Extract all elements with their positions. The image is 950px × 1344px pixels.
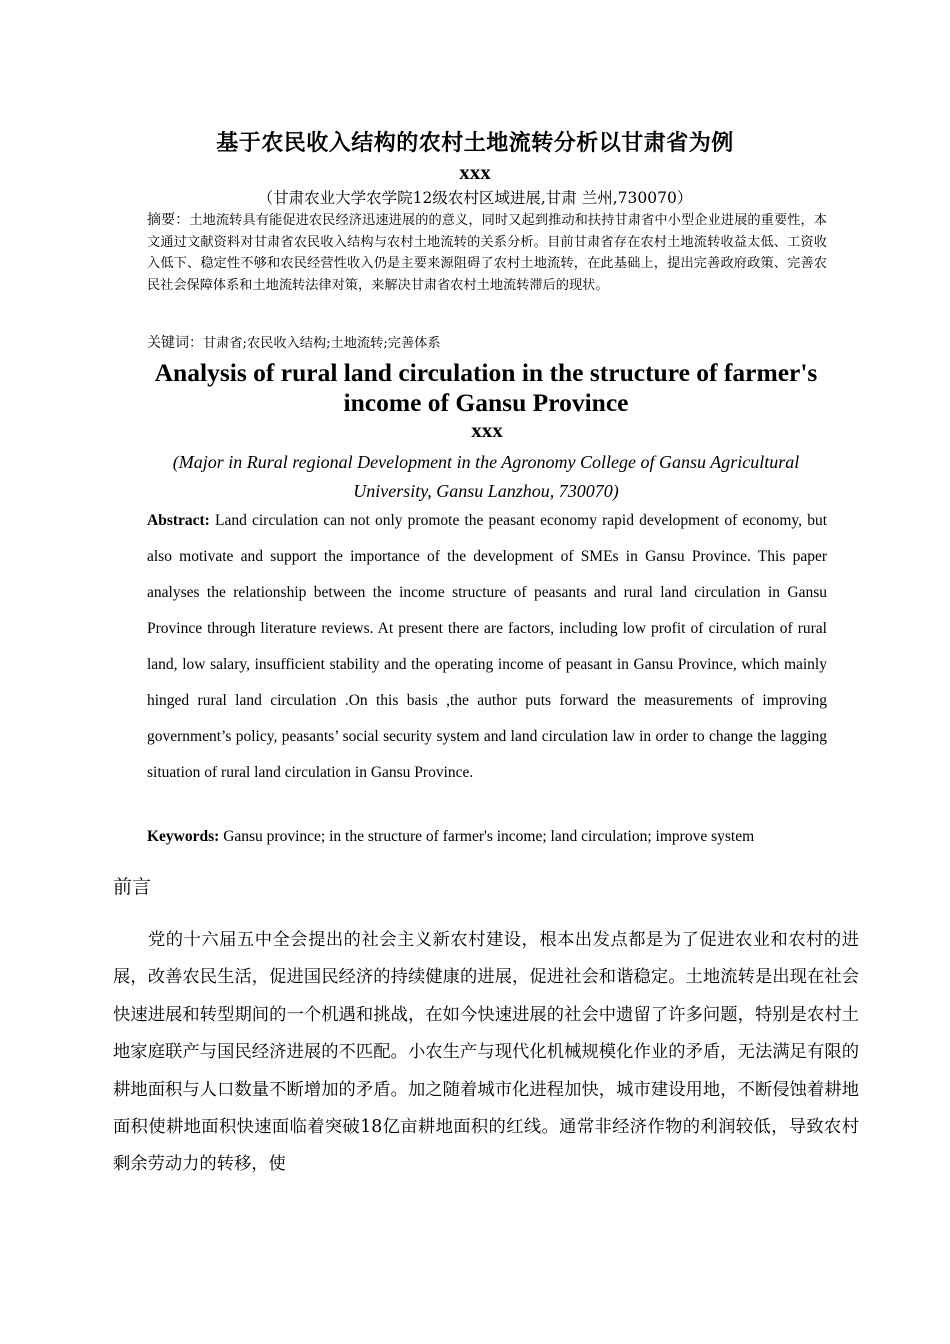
english-keywords <box>147 826 847 848</box>
english-keywords-text: Gansu province; in the structure of farmer's income; land circulation; improve system <box>223 828 755 845</box>
english-abstract <box>147 503 827 791</box>
english-abstract-label: Abstract: <box>147 512 210 529</box>
chinese-affiliation: （甘肃农业大学农学院12级农村区域进展,甘肃 兰州,730070） <box>257 189 693 207</box>
english-affiliation: (Major in Rural regional Development in the Agronomy College of Gansu Agricultural University, Gansu Lanzhou, 730070) <box>172 452 800 501</box>
english-title: Analysis of rural land circulation in the structure of farmer's income of Gansu Province <box>154 358 818 417</box>
english-author: xxx <box>471 418 503 442</box>
chinese-keywords-text: 甘肃省;农民收入结构;土地流转;完善体系 <box>203 336 441 351</box>
english-keywords-label: Keywords: <box>147 828 220 845</box>
chinese-keywords <box>147 333 827 354</box>
english-abstract-text: Land circulation can not only promote the peasant economy rapid development of economy, but also motivate and support the importance of the development of SMEs in Gansu Province. This paper analyses the relationship between the income structure of peasants and rural land circulation in Gansu Province through literature reviews. At present there are factors, including low profit of circulation of rural land, low salary, insufficient stability and the operating income of peasant in Gansu Province, which mainly hinged rural land circulation .On this basis ,the author puts forward the measurements of improving government’s policy, peasants’ social security system and land circulation law in order to change the lagging situation of rural land circulation in Gansu Province. <box>147 512 827 781</box>
chinese-author: xxx <box>459 160 491 184</box>
chinese-keywords-label: 关键词： <box>147 335 203 351</box>
chinese-title: 基于农民收入结构的农村土地流转分析以甘肃省为例 <box>216 131 734 156</box>
chinese-abstract-text: 土地流转具有能促进农民经济迅速进展的的意义，同时又起到推动和扶持甘肃省中小型企业进展的重要性，本文通过文献资料对甘肃省农民收入结构与农村土地流转的关系分析。目前甘肃省存在农村土地流转收益太低、工资收入低下、稳定性不够和农民经营性收入仍是主要来源阻碍了农村土地流转，在此基础上，提出完善政府政策、完善农民社会保障体系和土地流转法律对策，来解决甘肃省农村土地流转滞后的现状。 <box>147 213 828 293</box>
section-heading: 前言 <box>113 876 152 898</box>
body-paragraph: 党的十六届五中全会提出的社会主义新农村建设，根本出发点都是为了促进农业和农村的进展，改善农民生活，促进国民经济的持续健康的进展，促进社会和谐稳定。土地流转是出现在社会快速进展和转型期间的一个机遇和挑战，在如今快速进展的社会中遗留了许多问题，特别是农村土地家庭联产与国民经济进展的不匹配。小农生产与现代化机械规模化作业的矛盾，无法满足有限的耕地面积与人口数量不断增加的矛盾。加之随着城市化进程加快，城市建设用地，不断侵蚀着耕地面积使耕地面积快速面临着突破18亿亩耕地面积的红线。通常非经济作物的利润较低，导致农村剩余劳动力的转移，使 <box>113 930 859 1175</box>
chinese-abstract-label: 摘要： <box>147 212 190 228</box>
chinese-abstract <box>147 210 827 296</box>
